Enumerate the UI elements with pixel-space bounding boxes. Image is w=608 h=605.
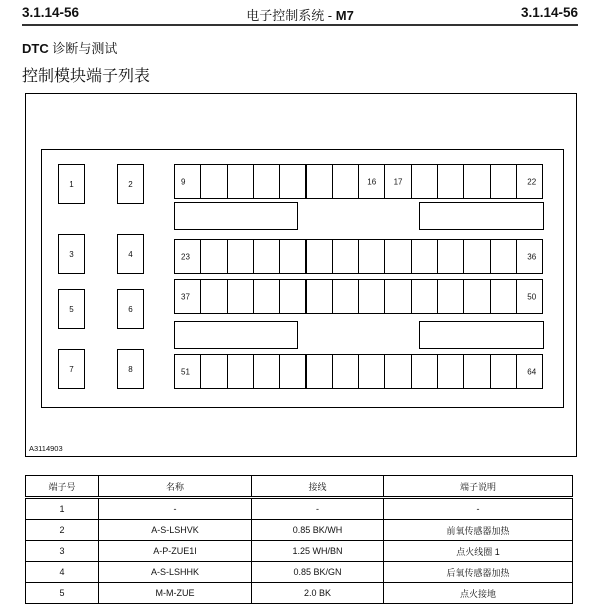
pin-slot [384,164,411,199]
col-header-wiring: 接线 [252,476,384,498]
table-row [26,498,573,520]
big-pin [117,289,144,329]
pin-slot [279,354,306,389]
cell-description: 后氧传感器加热 [384,562,573,583]
pin-slot [227,354,254,389]
pin-slot [463,279,490,314]
pin-label: 7 [69,364,74,374]
pin-slot [227,239,254,274]
pin-slot [411,354,438,389]
pin-slot [332,164,359,199]
terminal-table [25,475,573,604]
pin-label: 16 [367,177,377,186]
pin-slot [306,279,333,314]
cell-description: 点火接地 [384,583,573,604]
cell-name: A-P-ZUE1I [99,541,252,562]
connector-key [174,321,298,349]
pin-slot [358,354,385,389]
pin-slot [332,239,359,274]
connector-key [419,321,544,349]
table-row [26,541,573,562]
cell-name: - [99,498,252,520]
pin-slot [358,279,385,314]
pin-slot [174,239,201,274]
big-pin [58,234,85,274]
pin-slot [490,239,517,274]
pin-slot [227,164,254,199]
pin-slot [516,239,543,274]
pin-slot [384,239,411,274]
cell-wiring: - [252,498,384,520]
pin-slot [516,164,543,199]
pin-slot [463,164,490,199]
pin-label: 64 [527,367,537,376]
pin-slot [437,279,464,314]
cell-terminal: 5 [26,583,99,604]
pin-slot [463,239,490,274]
pin-slot [332,354,359,389]
connector-key [174,202,298,230]
header-divider [22,24,578,26]
pin-label: 8 [128,364,133,374]
pin-slot [279,239,306,274]
pin-slot [253,354,280,389]
pin-slot [384,279,411,314]
cell-terminal: 3 [26,541,99,562]
table-body [26,498,573,604]
pin-slot [174,354,201,389]
pin-slot [306,354,333,389]
big-pin [58,289,85,329]
pin-slot [279,164,306,199]
section-code: DTC [22,41,49,56]
cell-description: - [384,498,573,520]
pin-label: 6 [128,304,133,314]
big-pin [117,164,144,204]
pin-slot [174,279,201,314]
pin-slot [516,354,543,389]
cell-wiring: 1.25 WH/BN [252,541,384,562]
header-title-model: M7 [335,8,354,23]
pin-label: 50 [527,292,537,301]
pin-slot [174,164,201,199]
pin-slot [332,279,359,314]
page-number-right: 3.1.14-56 [520,5,578,20]
pin-slot [384,354,411,389]
pin-slot [253,279,280,314]
pin-slot [437,164,464,199]
big-pin [58,164,85,204]
pin-slot [253,239,280,274]
pin-slot [200,164,227,199]
pin-slot [227,279,254,314]
cell-terminal: 2 [26,520,99,541]
header-title-prefix: 电子控制系统 - [246,8,336,23]
pin-slot [516,279,543,314]
section-heading [22,38,117,57]
page-header [22,5,578,25]
pin-label: 2 [128,179,133,189]
table-row [26,562,573,583]
connector-key [419,202,544,230]
pin-label: 5 [69,304,74,314]
header-title [22,5,578,24]
pin-label: 4 [128,249,133,259]
cell-description: 前氧传感器加热 [384,520,573,541]
col-header-terminal: 端子号 [26,476,99,498]
pin-slot [200,279,227,314]
pin-slot [358,239,385,274]
big-pin [117,234,144,274]
pin-slot [411,239,438,274]
connector-diagram [25,93,577,457]
pin-slot [490,279,517,314]
pin-slot [411,164,438,199]
table-row [26,520,573,541]
pin-label: 3 [69,249,74,259]
cell-wiring: 2.0 BK [252,583,384,604]
section-title: 诊断与测试 [52,41,118,56]
col-header-description: 端子说明 [384,476,573,498]
pin-slot [306,239,333,274]
big-pin [117,349,144,389]
pin-slot [437,354,464,389]
cell-name: A-S-LSHVK [99,520,252,541]
pin-label: 23 [181,252,190,261]
pin-label: 51 [181,367,190,376]
cell-wiring: 0.85 BK/WH [252,520,384,541]
pin-label: 1 [69,179,74,189]
pin-label: 22 [527,177,537,186]
cell-description: 点火线圈 1 [384,541,573,562]
pin-slot [490,354,517,389]
table-header-row [26,476,573,498]
pin-slot [463,354,490,389]
pin-label: 9 [181,177,186,186]
col-header-name: 名称 [99,476,252,498]
pin-slot [490,164,517,199]
cell-name: M-M-ZUE [99,583,252,604]
pin-slot [306,164,333,199]
big-pin [58,349,85,389]
page-number-left: 3.1.14-56 [22,5,80,20]
pin-label: 17 [393,177,403,186]
pin-slot [411,279,438,314]
pin-slot [279,279,306,314]
pin-slot [253,164,280,199]
cell-wiring: 0.85 BK/GN [252,562,384,583]
cell-terminal: 4 [26,562,99,583]
pin-label: 36 [527,252,537,261]
pin-slot [437,239,464,274]
pin-slot [200,239,227,274]
page-title: 控制模块端子列表 [22,68,151,85]
table-row [26,583,573,604]
cell-terminal: 1 [26,498,99,520]
pin-slot [200,354,227,389]
cell-name: A-S-LSHHK [99,562,252,583]
pin-slot [358,164,385,199]
figure-id: A3114903 [29,444,63,453]
pin-label: 37 [181,292,190,301]
